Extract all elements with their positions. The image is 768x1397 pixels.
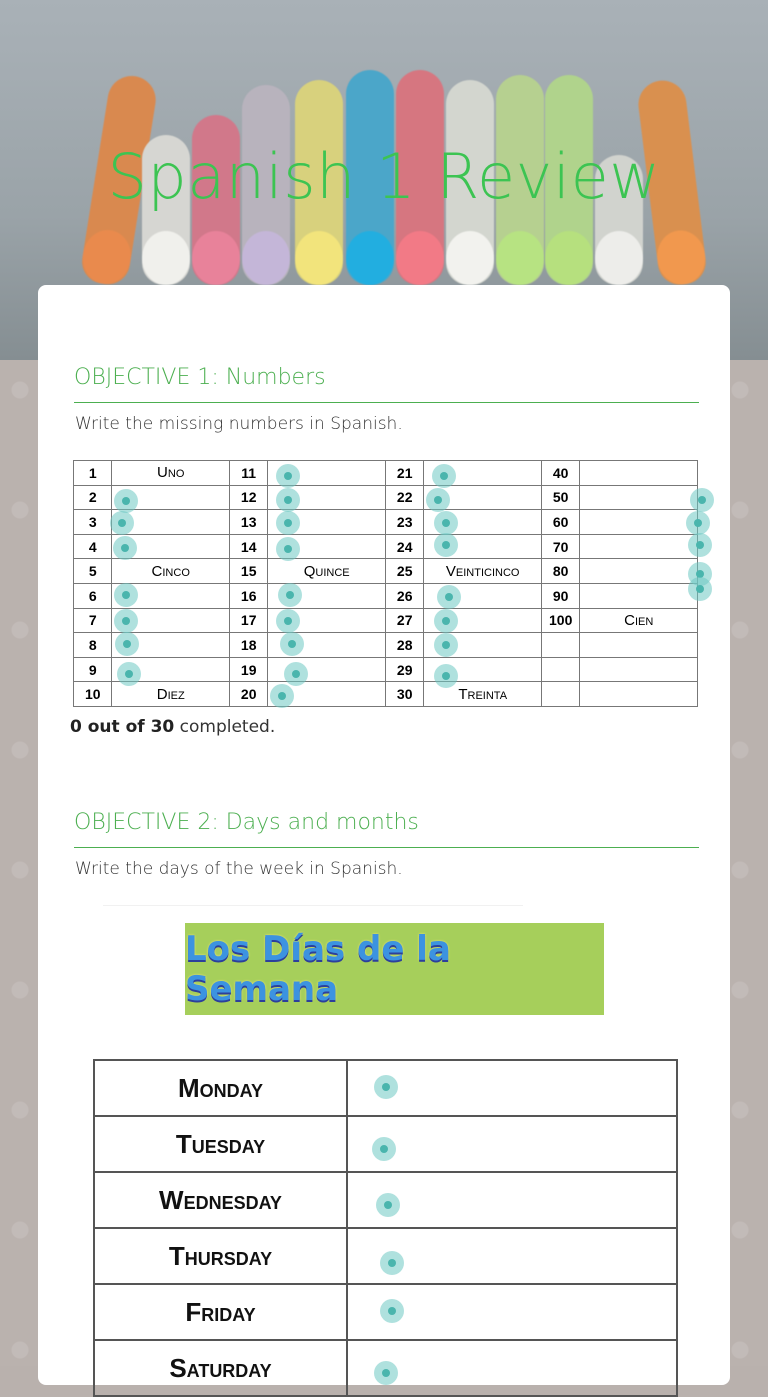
table-row: [74, 657, 698, 682]
table-row: [74, 510, 698, 535]
page-title: Spanish 1 Review: [107, 140, 661, 213]
table-row: [74, 583, 698, 608]
spanish-word-cell: Uno: [112, 461, 230, 486]
answer-cell: [580, 583, 698, 608]
answer-cell: [268, 510, 386, 535]
answer-input-hotspot[interactable]: [380, 1251, 404, 1275]
answer-cell: [112, 485, 230, 510]
number-cell: 30: [385, 682, 423, 707]
answer-cell: [580, 657, 698, 682]
number-cell: 50: [541, 485, 579, 510]
day-label: Saturday: [94, 1340, 347, 1396]
number-cell: 14: [229, 534, 267, 559]
answer-input-hotspot[interactable]: [690, 488, 714, 512]
table-row: [74, 682, 698, 707]
answer-cell: [424, 583, 542, 608]
answer-input-hotspot[interactable]: [276, 537, 300, 561]
divider: [74, 847, 699, 848]
divider: [74, 402, 699, 403]
table-row: [94, 1228, 677, 1284]
answer-cell: [580, 682, 698, 707]
numbers-table: [73, 460, 698, 707]
answer-cell: [268, 461, 386, 486]
answer-input-hotspot[interactable]: [434, 633, 458, 657]
answer-cell: [112, 510, 230, 535]
answer-input-hotspot[interactable]: [270, 684, 294, 708]
answer-input-hotspot[interactable]: [114, 609, 138, 633]
number-cell: 18: [229, 633, 267, 658]
answer-cell: [268, 657, 386, 682]
number-cell: 70: [541, 534, 579, 559]
number-cell: 6: [74, 583, 112, 608]
answer-input-hotspot[interactable]: [437, 585, 461, 609]
answer-input-hotspot[interactable]: [376, 1193, 400, 1217]
answer-input-hotspot[interactable]: [372, 1137, 396, 1161]
answer-cell: [580, 461, 698, 486]
number-cell: 12: [229, 485, 267, 510]
answer-cell: [424, 510, 542, 535]
day-label: Friday: [94, 1284, 347, 1340]
answer-cell: [112, 657, 230, 682]
number-cell: [541, 657, 579, 682]
answer-cell: [580, 534, 698, 559]
answer-input-hotspot[interactable]: [688, 533, 712, 557]
number-cell: 29: [385, 657, 423, 682]
number-cell: 3: [74, 510, 112, 535]
number-cell: 11: [229, 461, 267, 486]
answer-cell: [112, 633, 230, 658]
table-row: [94, 1116, 677, 1172]
number-cell: 5: [74, 559, 112, 584]
spanish-word-cell: Quince: [268, 559, 386, 584]
number-cell: 27: [385, 608, 423, 633]
answer-cell: [347, 1284, 677, 1340]
number-cell: 7: [74, 608, 112, 633]
answer-input-hotspot[interactable]: [276, 609, 300, 633]
progress-status: [70, 717, 275, 737]
answer-input-hotspot[interactable]: [426, 488, 450, 512]
number-cell: 25: [385, 559, 423, 584]
answer-input-hotspot[interactable]: [110, 511, 134, 535]
number-cell: 10: [74, 682, 112, 707]
number-cell: 13: [229, 510, 267, 535]
number-cell: 2: [74, 485, 112, 510]
number-cell: 4: [74, 534, 112, 559]
answer-input-hotspot[interactable]: [278, 583, 302, 607]
objective-1-title: OBJECTIVE 1: Numbers: [74, 365, 326, 390]
answer-input-hotspot[interactable]: [374, 1075, 398, 1099]
answer-cell: [347, 1340, 677, 1396]
answer-cell: [580, 510, 698, 535]
number-cell: 23: [385, 510, 423, 535]
answer-input-hotspot[interactable]: [280, 632, 304, 656]
spanish-word-cell: Cinco: [112, 559, 230, 584]
answer-input-hotspot[interactable]: [686, 511, 710, 535]
spanish-word-cell: Veinticinco: [424, 559, 542, 584]
number-cell: 22: [385, 485, 423, 510]
number-cell: 8: [74, 633, 112, 658]
day-label: Thursday: [94, 1228, 347, 1284]
answer-cell: [347, 1228, 677, 1284]
table-row: [74, 534, 698, 559]
day-label: Monday: [94, 1060, 347, 1116]
number-cell: 90: [541, 583, 579, 608]
answer-cell: [268, 485, 386, 510]
days-banner-image: [185, 923, 604, 1015]
answer-input-hotspot[interactable]: [115, 632, 139, 656]
answer-cell: [112, 534, 230, 559]
number-cell: 100: [541, 608, 579, 633]
answer-cell: [347, 1172, 677, 1228]
number-cell: 1: [74, 461, 112, 486]
number-cell: 20: [229, 682, 267, 707]
answer-cell: [424, 633, 542, 658]
table-row: [74, 633, 698, 658]
answer-cell: [424, 608, 542, 633]
answer-input-hotspot[interactable]: [276, 488, 300, 512]
table-row: [74, 608, 698, 633]
answer-input-hotspot[interactable]: [434, 609, 458, 633]
table-row: [74, 559, 698, 584]
divider: [103, 905, 523, 906]
answer-cell: [268, 534, 386, 559]
days-table: [93, 1059, 678, 1397]
table-row: [94, 1060, 677, 1116]
banner-text: Los Días de la Semana: [185, 929, 451, 1009]
number-cell: 17: [229, 608, 267, 633]
answer-input-hotspot[interactable]: [374, 1361, 398, 1385]
answer-input-hotspot[interactable]: [276, 511, 300, 535]
objective-2-title: OBJECTIVE 2: Days and months: [74, 810, 419, 835]
number-cell: 40: [541, 461, 579, 486]
progress-count: 0 out of 30: [70, 717, 175, 737]
number-cell: [541, 682, 579, 707]
table-row: [94, 1340, 677, 1396]
table-row: [94, 1172, 677, 1228]
answer-cell: [268, 633, 386, 658]
answer-input-hotspot[interactable]: [114, 583, 138, 607]
number-cell: 24: [385, 534, 423, 559]
answer-cell: [580, 559, 698, 584]
number-cell: 26: [385, 583, 423, 608]
answer-cell: [424, 461, 542, 486]
answer-cell: [112, 583, 230, 608]
answer-cell: [268, 682, 386, 707]
spanish-word-cell: Diez: [112, 682, 230, 707]
answer-input-hotspot[interactable]: [434, 511, 458, 535]
day-label: Tuesday: [94, 1116, 347, 1172]
answer-cell: [268, 608, 386, 633]
worksheet-card: [38, 285, 730, 1385]
day-label: Wednesday: [94, 1172, 347, 1228]
answer-input-hotspot[interactable]: [113, 536, 137, 560]
answer-cell: [580, 633, 698, 658]
table-row: [94, 1284, 677, 1340]
answer-cell: [580, 485, 698, 510]
number-cell: 16: [229, 583, 267, 608]
answer-input-hotspot[interactable]: [380, 1299, 404, 1323]
answer-cell: [424, 485, 542, 510]
objective-2-instructions: Write the days of the week in Spanish.: [75, 859, 403, 879]
answer-cell: [424, 534, 542, 559]
answer-cell: [268, 583, 386, 608]
number-cell: 60: [541, 510, 579, 535]
number-cell: 15: [229, 559, 267, 584]
number-cell: 9: [74, 657, 112, 682]
spanish-word-cell: Treinta: [424, 682, 542, 707]
number-cell: 28: [385, 633, 423, 658]
table-row: [74, 485, 698, 510]
answer-input-hotspot[interactable]: [688, 577, 712, 601]
answer-cell: [112, 608, 230, 633]
number-cell: [541, 633, 579, 658]
number-cell: 19: [229, 657, 267, 682]
table-row: [74, 461, 698, 486]
objective-1-instructions: Write the missing numbers in Spanish.: [75, 414, 403, 434]
spanish-word-cell: Cien: [580, 608, 698, 633]
progress-label: completed.: [174, 717, 276, 737]
answer-cell: [347, 1060, 677, 1116]
answer-cell: [347, 1116, 677, 1172]
answer-input-hotspot[interactable]: [434, 533, 458, 557]
number-cell: 21: [385, 461, 423, 486]
number-cell: 80: [541, 559, 579, 584]
answer-cell: [424, 657, 542, 682]
